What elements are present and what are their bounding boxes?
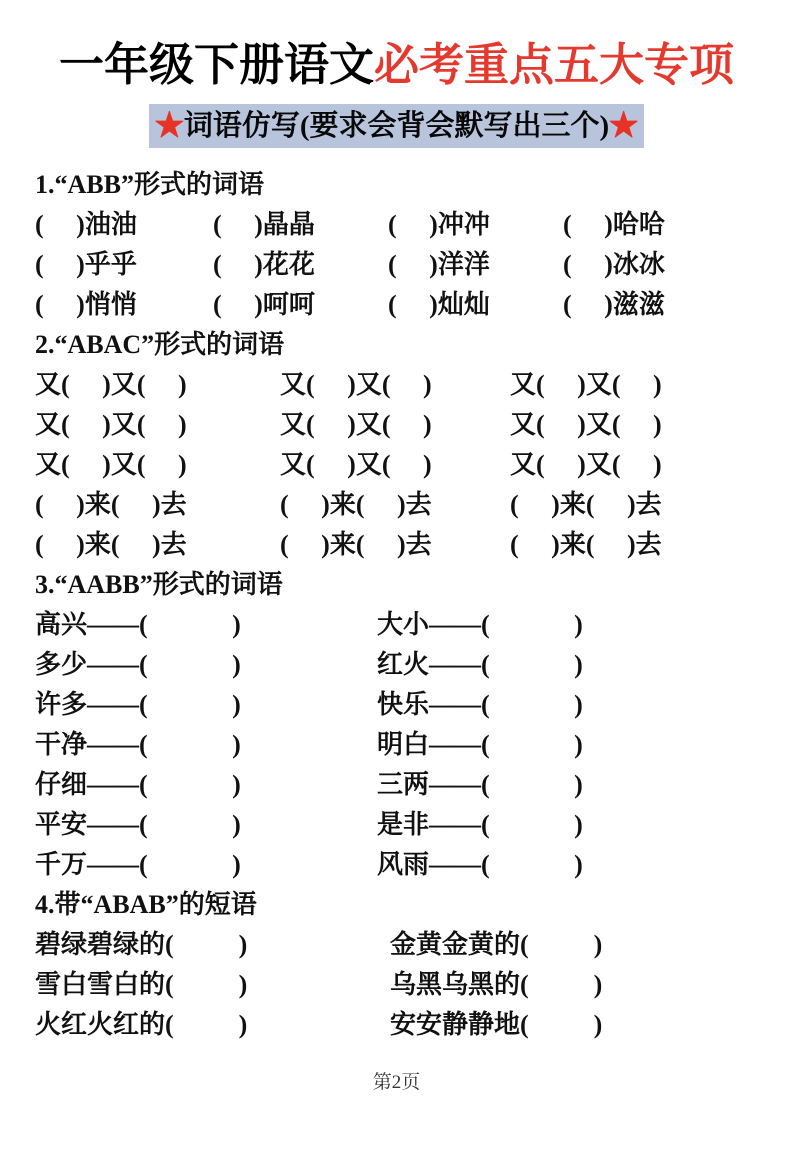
worksheet-cell: 又( )又( ) <box>35 409 187 439</box>
worksheet-cell: ( )来( )去 <box>35 529 187 559</box>
worksheet-cell: 又( )又( ) <box>35 449 187 479</box>
title-black-part: 一年级下册语文 <box>58 39 374 90</box>
worksheet-cell: 火红火红的( ) <box>35 1009 248 1039</box>
worksheet-cell: 乌黑乌黑的( ) <box>390 969 603 999</box>
title-red-part: 必考重点五大专项 <box>374 39 735 90</box>
worksheet-cell: 又( )又( ) <box>510 369 662 399</box>
worksheet-cell: ( )乎乎 <box>35 249 137 279</box>
star-icon: ★ <box>154 110 184 142</box>
worksheet-cell: ( )来( )去 <box>35 489 187 519</box>
worksheet-cell: 三两——( ) <box>377 769 583 799</box>
page-title <box>0 38 793 92</box>
worksheet-cell: 又( )又( ) <box>280 369 432 399</box>
star-icon: ★ <box>609 110 639 142</box>
worksheet-cell: ( )洋洋 <box>388 249 490 279</box>
worksheet-cell: ( )灿灿 <box>388 289 490 319</box>
worksheet-row <box>35 762 755 802</box>
worksheet-cell: ( )冰冰 <box>563 249 665 279</box>
worksheet-cell: 安安静静地( ) <box>390 1009 603 1039</box>
worksheet-cell: 又( )又( ) <box>510 409 662 439</box>
worksheet-row <box>35 802 755 842</box>
worksheet-cell: ( )冲冲 <box>388 209 490 239</box>
worksheet-cell: 碧绿碧绿的( ) <box>35 929 248 959</box>
banner-row <box>0 104 793 148</box>
worksheet-body <box>0 162 793 1042</box>
worksheet-cell: 金黄金黄的( ) <box>390 929 603 959</box>
worksheet-cell: 仔细——( ) <box>35 769 241 799</box>
worksheet-cell: ( )油油 <box>35 209 137 239</box>
worksheet-cell: ( )来( )去 <box>280 489 432 519</box>
worksheet-cell: 干净——( ) <box>35 729 241 759</box>
worksheet-cell: ( )来( )去 <box>510 489 662 519</box>
page-number: 第2页 <box>372 1072 421 1093</box>
section-banner <box>149 104 644 148</box>
worksheet-cell: 雪白雪白的( ) <box>35 969 248 999</box>
worksheet-cell: 是非——( ) <box>377 809 583 839</box>
worksheet-cell: 又( )又( ) <box>280 449 432 479</box>
worksheet-row <box>35 682 755 722</box>
worksheet-cell: 快乐——( ) <box>377 689 583 719</box>
worksheet-cell: 高兴——( ) <box>35 609 241 639</box>
worksheet-cell: ( )悄悄 <box>35 289 137 319</box>
worksheet-cell: 又( )又( ) <box>510 449 662 479</box>
section-heading: 1.“ABB”形式的词语 <box>35 169 264 199</box>
worksheet-row <box>35 602 755 642</box>
worksheet-row <box>35 842 755 882</box>
worksheet-row <box>35 442 755 482</box>
section-heading: 2.“ABAC”形式的词语 <box>35 329 285 359</box>
worksheet-row <box>35 722 755 762</box>
worksheet-cell: 红火——( ) <box>377 649 583 679</box>
worksheet-cell: 风雨——( ) <box>377 849 583 879</box>
worksheet-page <box>0 38 793 1159</box>
worksheet-cell: ( )哈哈 <box>563 209 665 239</box>
worksheet-cell: 许多——( ) <box>35 689 241 719</box>
worksheet-cell: 多少——( ) <box>35 649 241 679</box>
worksheet-row <box>35 362 755 402</box>
worksheet-cell: ( )呵呵 <box>213 289 315 319</box>
worksheet-row <box>35 1002 755 1042</box>
worksheet-cell: 平安——( ) <box>35 809 241 839</box>
worksheet-row <box>35 242 755 282</box>
worksheet-cell: ( )来( )去 <box>510 529 662 559</box>
worksheet-row <box>35 642 755 682</box>
worksheet-row <box>35 282 755 322</box>
worksheet-cell: ( )花花 <box>213 249 315 279</box>
section-heading: 4.带“ABAB”的短语 <box>35 889 257 919</box>
worksheet-cell: 明白——( ) <box>377 729 583 759</box>
worksheet-cell: ( )来( )去 <box>280 529 432 559</box>
worksheet-row <box>35 962 755 1002</box>
banner-title: 词语仿写(要求会背会默写出三个) <box>183 110 610 142</box>
section-heading: 3.“AABB”形式的词语 <box>35 569 283 599</box>
worksheet-cell: 千万——( ) <box>35 849 241 879</box>
worksheet-cell: ( )滋滋 <box>563 289 665 319</box>
worksheet-cell: 又( )又( ) <box>35 369 187 399</box>
worksheet-row <box>35 482 755 522</box>
worksheet-row <box>35 202 755 242</box>
worksheet-row <box>35 402 755 442</box>
worksheet-row <box>35 922 755 962</box>
worksheet-cell: ( )晶晶 <box>213 209 315 239</box>
worksheet-cell: 大小——( ) <box>377 609 583 639</box>
worksheet-row <box>35 522 755 562</box>
worksheet-cell: 又( )又( ) <box>280 409 432 439</box>
